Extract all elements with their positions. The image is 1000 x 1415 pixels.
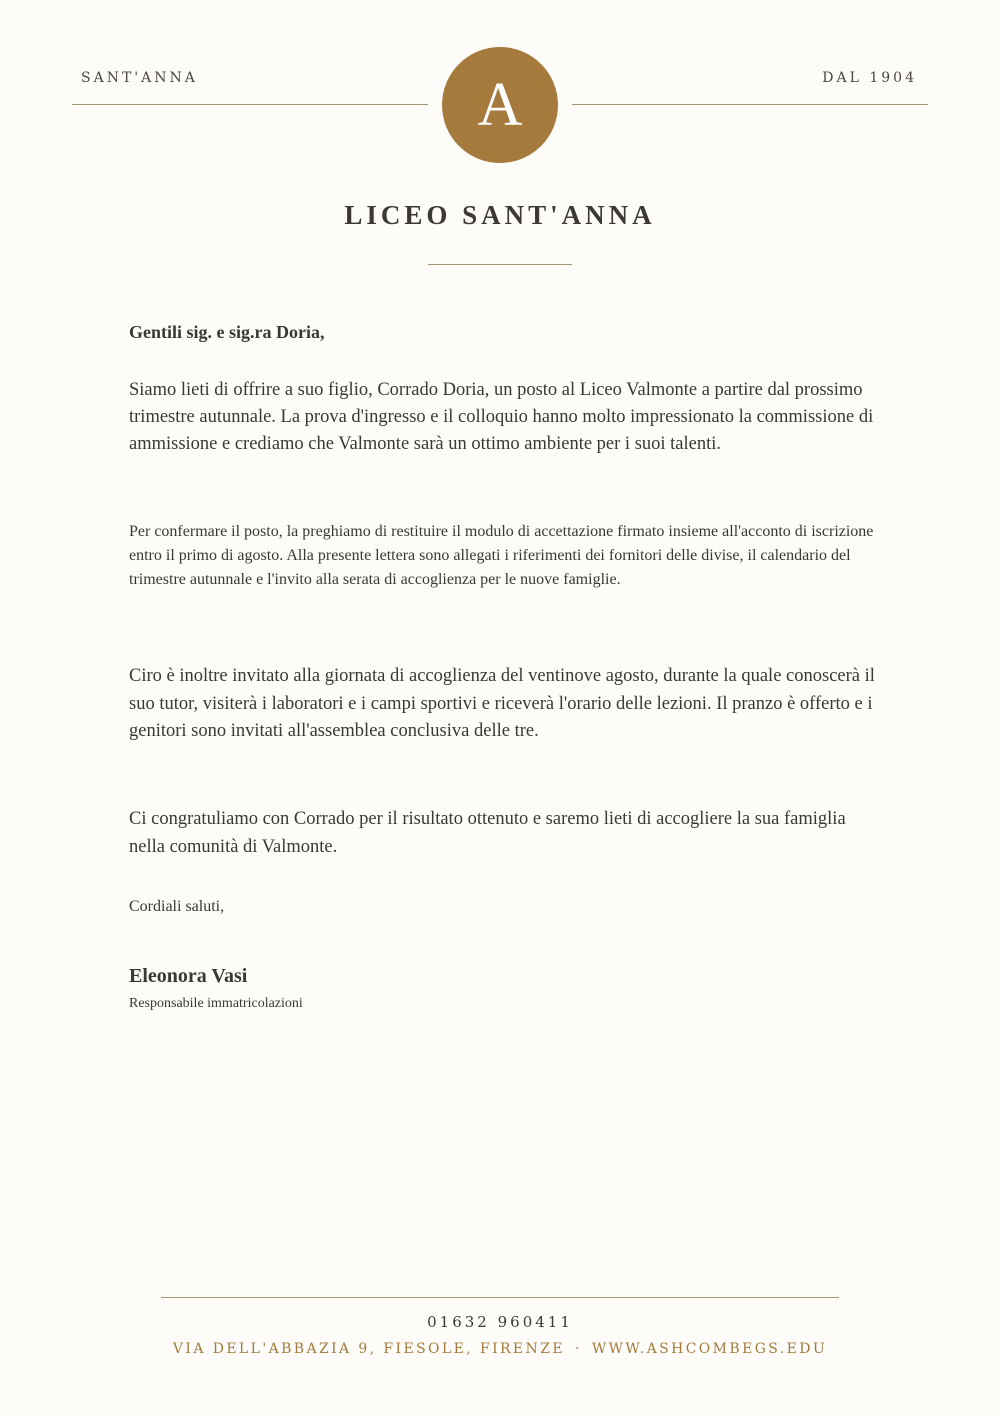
footer-website-link[interactable]: WWW.ASHCOMBEGS.EDU: [591, 1341, 828, 1357]
header-rule-left: [72, 104, 428, 105]
footer-phone: 01632 960411: [427, 1313, 573, 1331]
paragraph-offer: Siamo lieti di offrire a suo figlio, Corrado Doria, un posto al Liceo Valmonte a partire dal prossimo trimestre autunnale. La prova d'ingresso e il colloquio hanno molto impressionato la commissione di ammissione e crediamo che Valmonte sarà un ottimo ambiente per i suoi talenti.: [129, 380, 874, 454]
founded-year: DAL 1904: [822, 70, 917, 86]
paragraph-welcome-day: Ciro è inoltre invitato alla giornata di accoglienza del ventinove agosto, durante la quale conoscerà il suo tutor, visiterà i laboratori e i campi sportivi e riceverà l'orario delle lezioni. Il pranzo è offerto e i genitori sono invitati all'assemblea conclusiva delle tre.: [129, 666, 875, 741]
signer-role: Responsabile immatricolazioni: [129, 996, 303, 1011]
header-rule-right: [572, 104, 928, 105]
footer-rule: [161, 1297, 839, 1298]
paragraph-congratulations: Ci congratuliamo con Corrado per il risultato ottenuto e saremo lieti di accogliere la sua famiglia nella comunità di Valmonte.: [129, 809, 846, 857]
school-title: LICEO SANT'ANNA: [344, 200, 656, 230]
paragraph-confirmation: Per confermare il posto, la preghiamo di restituire il modulo di accettazione firmato insieme all'acconto di iscrizione entro il primo di agosto. Alla presente lettera sono allegati i riferimenti dei fornitori delle divise, il calendario del trimestre autunnale e l'invito alla serata di accoglienza per le nuove famiglie.: [129, 523, 874, 588]
footer-address-line: [0, 1341, 1000, 1357]
closing: Cordiali saluti,: [129, 898, 225, 915]
title-divider: [428, 264, 572, 265]
signer-name: Eleonora Vasi: [129, 965, 248, 987]
monogram-letter: A: [477, 71, 523, 139]
salutation: Gentili sig. e sig.ra Doria,: [129, 322, 325, 342]
brand-wordmark: SANT'ANNA: [81, 70, 198, 86]
monogram-logo: [442, 47, 558, 163]
footer-separator: ·: [574, 1341, 582, 1357]
footer-address: VIA DELL'ABBAZIA 9, FIESOLE, FIRENZE: [172, 1341, 565, 1357]
